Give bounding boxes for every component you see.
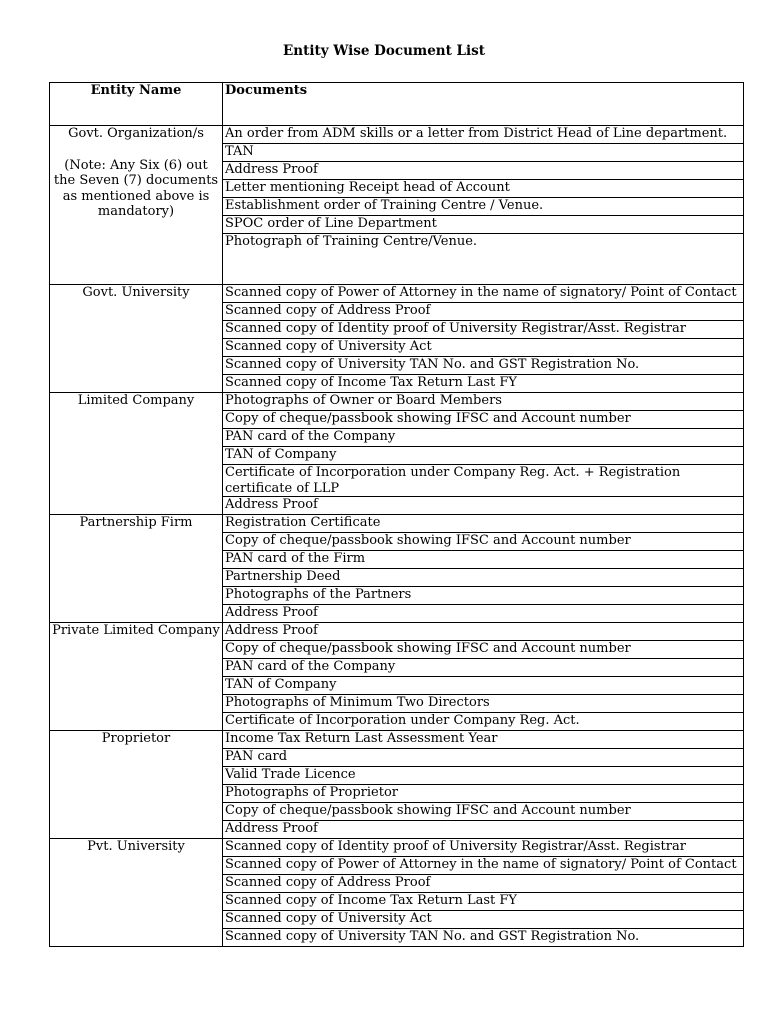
document-cell: PAN card of the Firm xyxy=(223,551,744,569)
document-table xyxy=(49,82,744,947)
entity-name: Private Limited Company xyxy=(52,623,220,639)
document-cell: Scanned copy of Identity proof of University Registrar/Asst. Registrar xyxy=(223,839,744,857)
entity-note: (Note: Any Six (6) out the Seven (7) documents as mentioned above is mandatory) xyxy=(53,157,219,220)
documents-header: Documents xyxy=(223,83,744,126)
entity-name-cell xyxy=(50,285,223,393)
document-cell: Address Proof xyxy=(223,497,744,515)
table-row xyxy=(50,285,744,303)
document-cell: PAN card xyxy=(223,749,744,767)
document-cell: TAN of Company xyxy=(223,447,744,465)
document-cell: Address Proof xyxy=(223,821,744,839)
document-cell: Partnership Deed xyxy=(223,569,744,587)
entity-name: Govt. Organization/s xyxy=(68,126,204,141)
entity-name: Pvt. University xyxy=(87,839,185,855)
document-cell: PAN card of the Company xyxy=(223,429,744,447)
table-row xyxy=(50,515,744,533)
entity-name-cell xyxy=(50,839,223,947)
entity-name-cell xyxy=(50,731,223,839)
entity-name-cell xyxy=(50,393,223,515)
document-cell: Valid Trade Licence xyxy=(223,767,744,785)
document-cell: Letter mentioning Receipt head of Account xyxy=(223,180,744,198)
document-cell: Scanned copy of University TAN No. and GST Registration No. xyxy=(223,929,744,947)
document-cell: Address Proof xyxy=(223,605,744,623)
document-cell: Scanned copy of University Act xyxy=(223,339,744,357)
document-cell: Registration Certificate xyxy=(223,515,744,533)
document-cell: Photographs of Minimum Two Directors xyxy=(223,695,744,713)
table-row xyxy=(50,393,744,411)
document-cell: Scanned copy of Income Tax Return Last FY xyxy=(223,893,744,911)
page-title: Entity Wise Document List xyxy=(282,43,486,59)
document-cell: Income Tax Return Last Assessment Year xyxy=(223,731,744,749)
table-body xyxy=(50,126,744,947)
document-cell: Copy of cheque/passbook showing IFSC and Account number xyxy=(223,533,744,551)
entity-name-cell xyxy=(50,126,223,285)
document-cell: SPOC order of Line Department xyxy=(223,216,744,234)
table-row xyxy=(50,126,744,144)
document-cell: Scanned copy of Address Proof xyxy=(223,303,744,321)
entity-name: Proprietor xyxy=(101,731,171,747)
document-cell: TAN xyxy=(223,144,744,162)
document-cell: Certificate of Incorporation under Company Reg. Act. xyxy=(223,713,744,731)
entity-name: Govt. University xyxy=(82,285,190,300)
document-cell: Photographs of Owner or Board Members xyxy=(223,393,744,411)
document-cell: Scanned copy of University TAN No. and GST Registration No. xyxy=(223,357,744,375)
header-row xyxy=(50,83,744,126)
document-cell: Scanned copy of Income Tax Return Last FY xyxy=(223,375,744,393)
document-cell: Photographs of the Partners xyxy=(223,587,744,605)
document-cell: Scanned copy of Power of Attorney in the name of signatory/ Point of Contact xyxy=(223,857,744,875)
document-cell: Copy of cheque/passbook showing IFSC and Account number xyxy=(223,803,744,821)
table-row xyxy=(50,623,744,641)
document-cell: TAN of Company xyxy=(223,677,744,695)
document-cell: Address Proof xyxy=(223,623,744,641)
entity-name: Partnership Firm xyxy=(79,515,193,531)
entity-name-cell xyxy=(50,623,223,731)
document-cell: Photographs of Proprietor xyxy=(223,785,744,803)
document-cell: PAN card of the Company xyxy=(223,659,744,677)
document-cell: Copy of cheque/passbook showing IFSC and Account number xyxy=(223,641,744,659)
document-cell: Scanned copy of Identity proof of University Registrar/Asst. Registrar xyxy=(223,321,744,339)
entity-name-header: Entity Name xyxy=(50,83,223,126)
document-cell: Copy of cheque/passbook showing IFSC and Account number xyxy=(223,411,744,429)
table-row xyxy=(50,731,744,749)
document-cell: Photograph of Training Centre/Venue. xyxy=(223,234,744,285)
table-row xyxy=(50,839,744,857)
document-cell: Scanned copy of University Act xyxy=(223,911,744,929)
document-cell: An order from ADM skills or a letter from District Head of Line department. xyxy=(223,126,744,144)
entity-name: Limited Company xyxy=(77,393,195,408)
document-cell: Establishment order of Training Centre / Venue. xyxy=(223,198,744,216)
entity-name-cell xyxy=(50,515,223,623)
document-cell: Address Proof xyxy=(223,162,744,180)
document-cell: Certificate of Incorporation under Company Reg. Act. + Registration certificate of LLP xyxy=(223,465,744,497)
document-cell: Scanned copy of Address Proof xyxy=(223,875,744,893)
document-cell: Scanned copy of Power of Attorney in the name of signatory/ Point of Contact xyxy=(223,285,744,303)
